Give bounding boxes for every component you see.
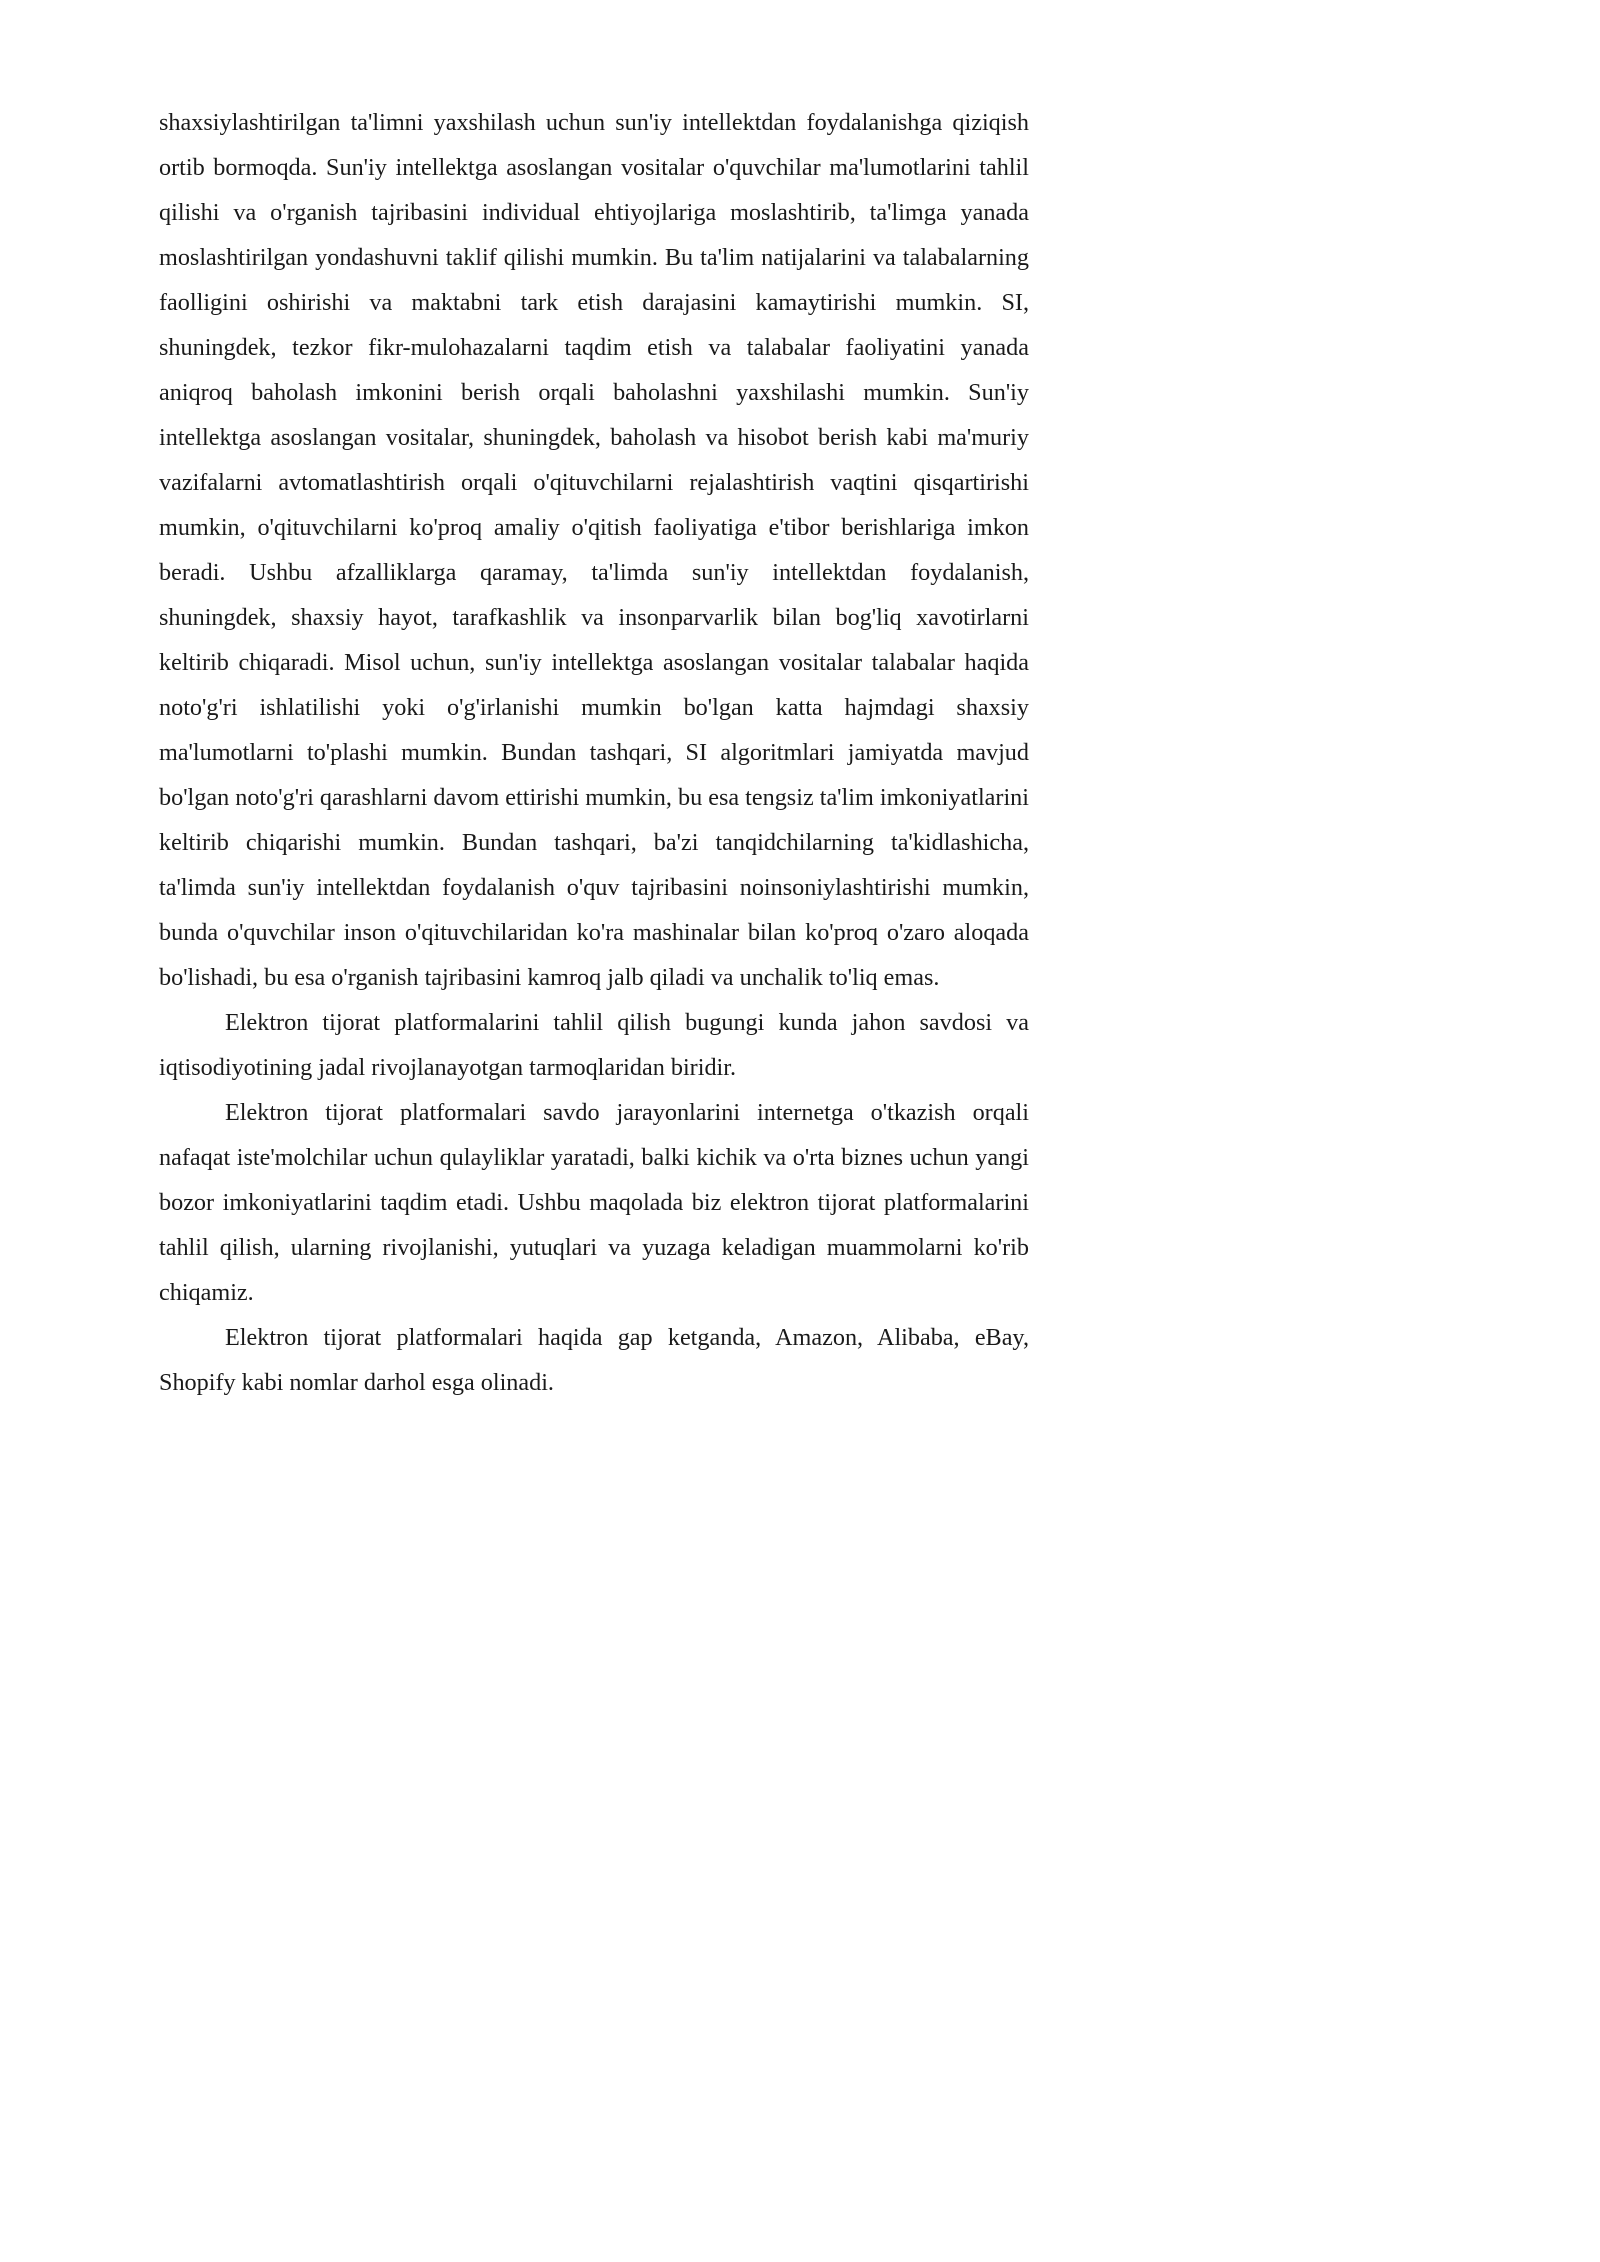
paragraph-continuation: shaxsiylashtirilgan ta'limni yaxshilash uchun sun'iy intellektdan foydalanishga qiziqish ortib bormoqda. Sun'iy intellektga asoslangan vositalar o'quvchilar ma'lumotlarini tahlil qilishi va o'rganish tajribasini individual ehtiyojlariga moslashtirib, ta'limga yanada moslashtirilgan yondashuvni taklif qilishi mumkin. Bu ta'lim natijalarini va talabalarning faolligini oshirishi va maktabni tark etish darajasini kamaytirishi mumkin. SI, shuningdek, tezkor fikr-mulohazalarni taqdim etish va talabalar faoliyatini yanada aniqroq baholash imkonini berish orqali baholashni yaxshilashi mumkin. Sun'iy intellektga asoslangan vositalar, shuningdek, baholash va hisobot berish kabi ma'muriy vazifalarni avtomatlashtirish orqali o'qituvchilarni rejalashtirish vaqtini qisqartirishi mumkin, o'qituvchilarni ko'proq amaliy o'qitish faoliyatiga e'tibor berishlariga imkon beradi. Ushbu afzalliklarga qaramay, ta'limda sun'iy intellektdan foydalanish, shuningdek, shaxsiy hayot, tarafkashlik va insonparvarlik bilan bog'liq xavotirlarni keltirib chiqaradi. Misol uchun, sun'iy intellektga asoslangan vositalar talabalar haqida noto'g'ri ishlatilishi yoki o'g'irlanishi mumkin bo'lgan katta hajmdagi shaxsiy ma'lumotlarni to'plashi mumkin. Bundan tashqari, SI algoritmlari jamiyatda mavjud bo'lgan noto'g'ri qarashlarni davom ettirishi mumkin, bu esa tengsiz ta'lim imkoniyatlarini keltirib chiqarishi mumkin. Bundan tashqari, ba'zi tanqidchilarning ta'kidlashicha, ta'limda sun'iy intellektdan foydalanish o'quv tajribasini noinsoniylashtirishi mumkin, bunda o'quvchilar inson o'qituvchilaridan ko'ra mashinalar bilan ko'proq o'zaro aloqada bo'lishadi, bu esa o'rganish tajribasini kamroq jalb qiladi va unchalik to'liq emas. — [159, 109, 1029, 991]
paragraph-ecommerce-benefits: Elektron tijorat platformalari savdo jarayonlarini internetga o'tkazish orqali nafaqat iste'molchilar uchun qulayliklar yaratadi, balki kichik va o'rta biznes uchun yangi bozor imkoniyatlarini taqdim etadi. Ushbu maqolada biz elektron tijorat platformalarini tahlil qilish, ularning rivojlanishi, yutuqlari va yuzaga keladigan muammolarni ko'rib chiqamiz. — [159, 1099, 1029, 1306]
paragraph-ecommerce-examples: Elektron tijorat platformalari haqida gap ketganda, Amazon, Alibaba, eBay, Shopify kabi nomlar darhol esga olinadi. — [159, 1324, 1029, 1396]
paragraph-ecommerce-intro: Elektron tijorat platformalarini tahlil qilish bugungi kunda jahon savdosi va iqtisodiyotining jadal rivojlanayotgan tarmoqlaridan biridir. — [159, 1009, 1029, 1081]
document-page — [159, 100, 1029, 1405]
